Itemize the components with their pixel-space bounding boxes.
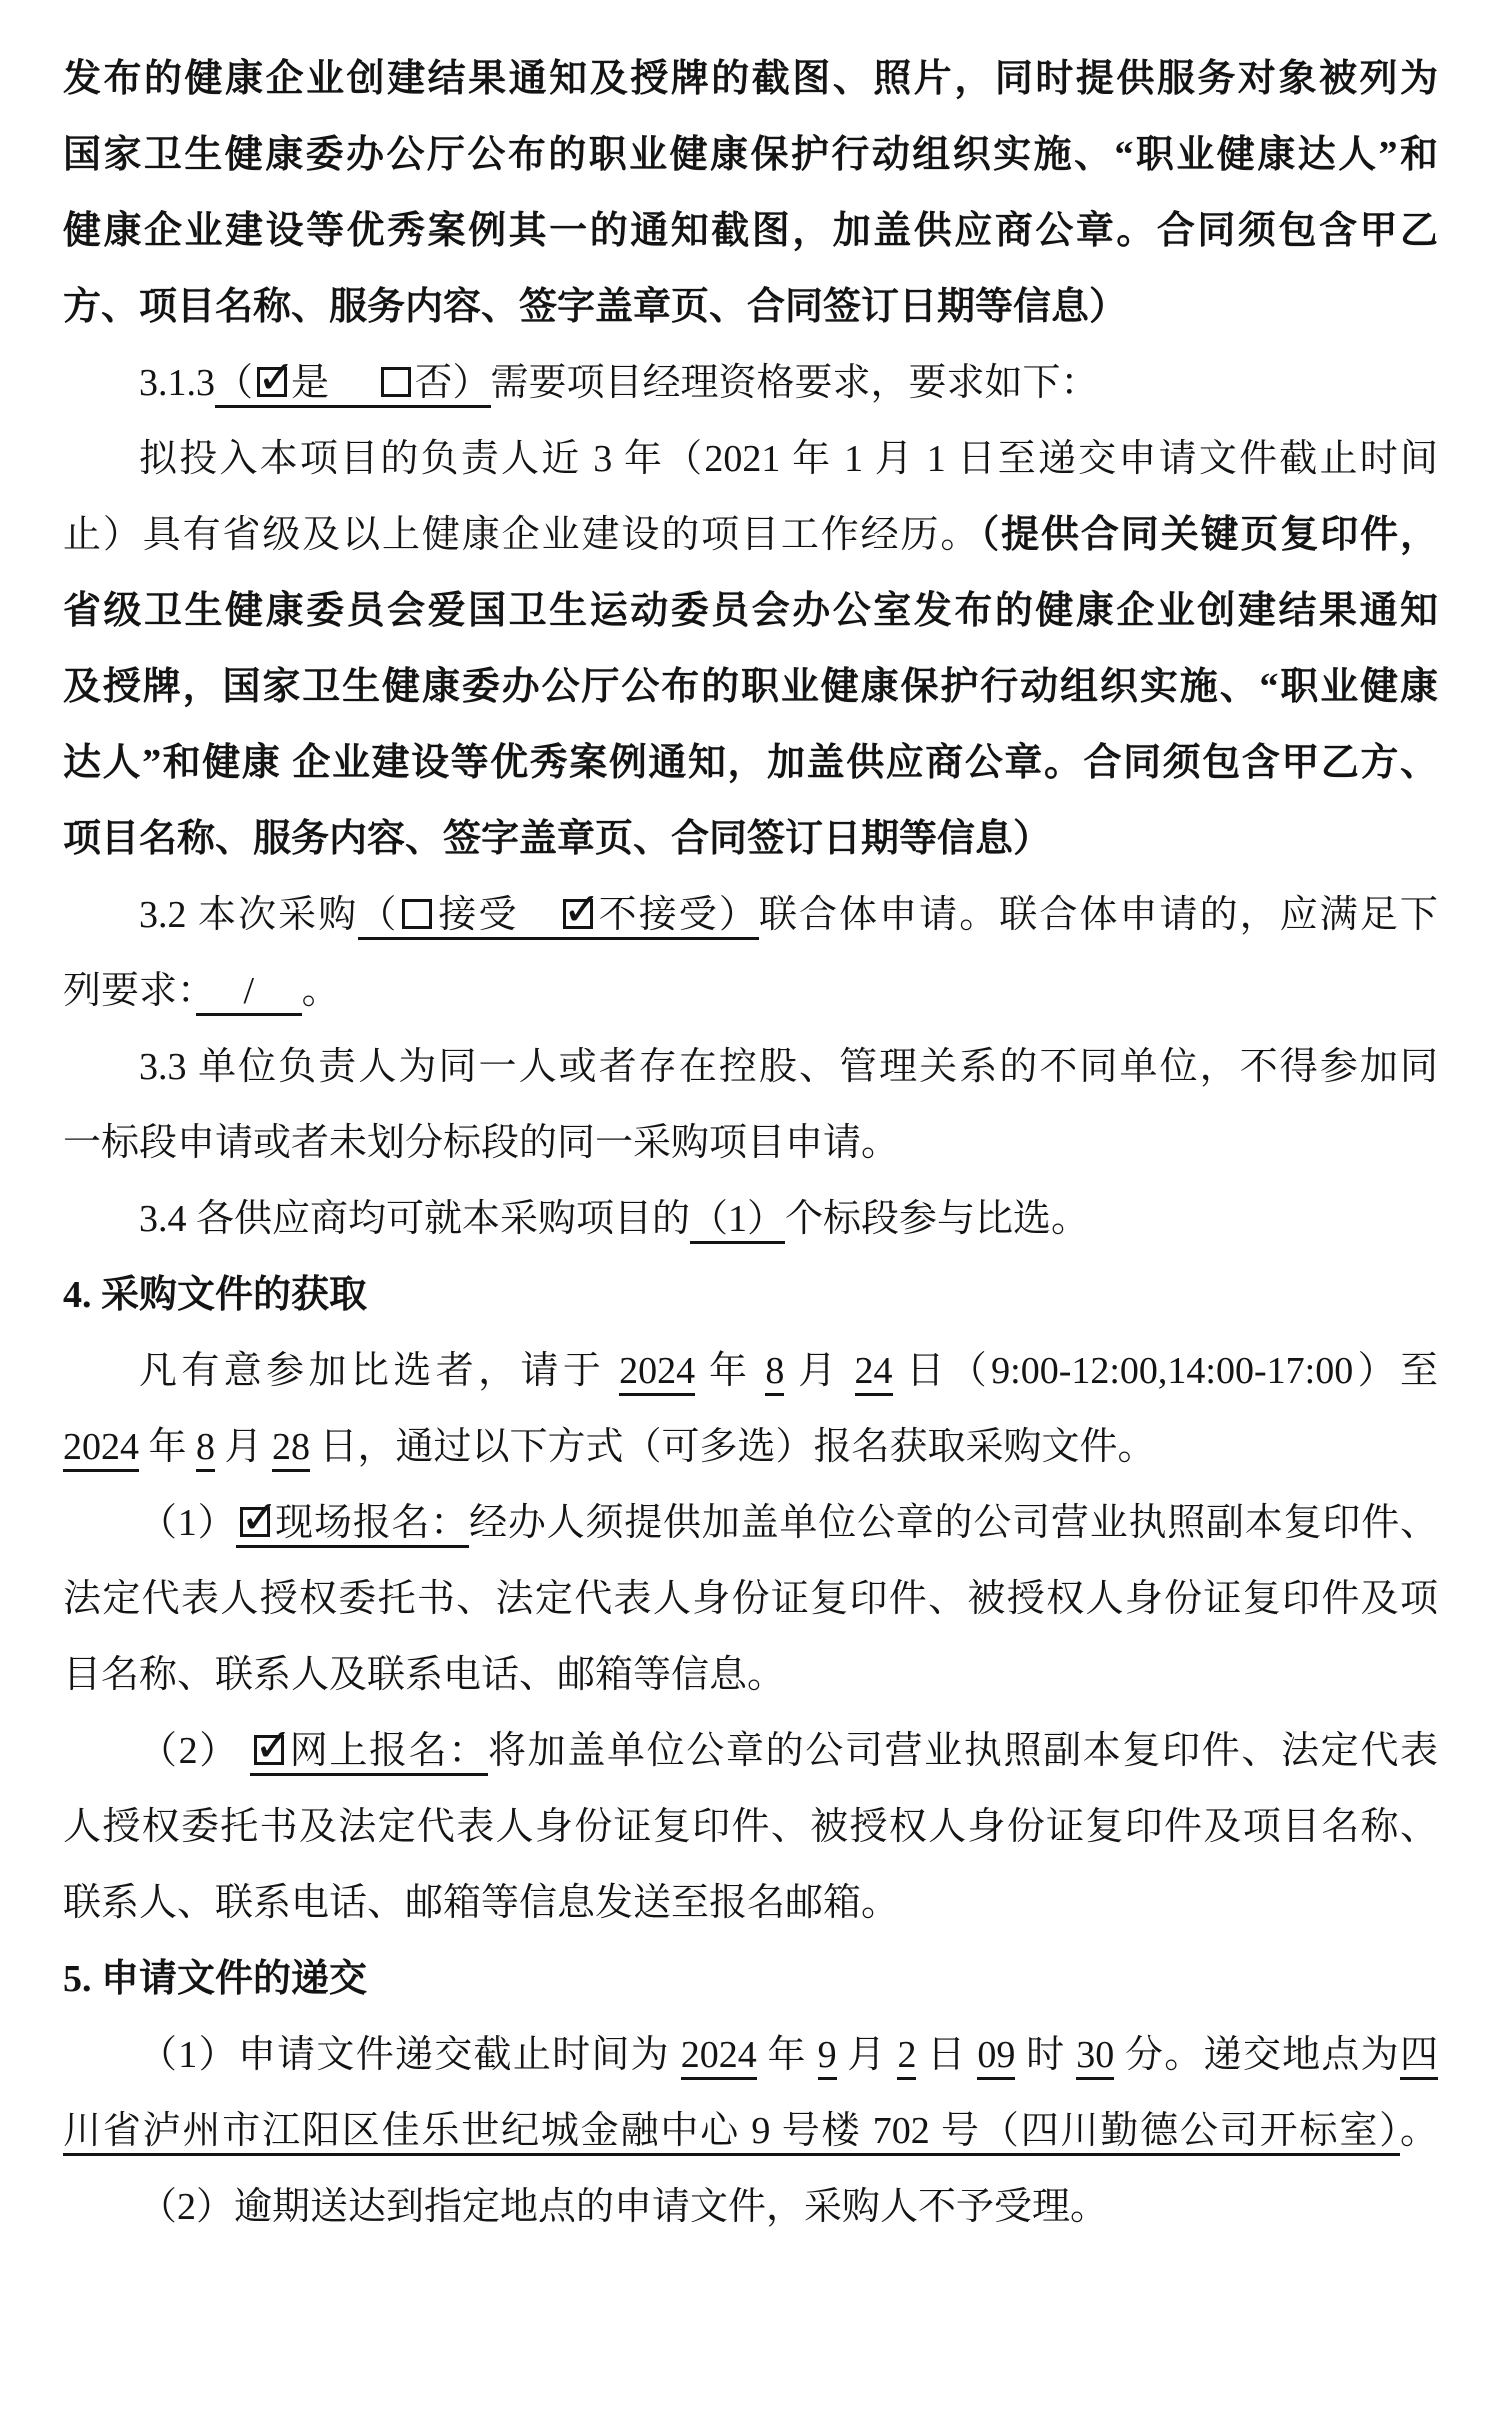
text-run: 国家卫生健康委办公厅公布的职业健康保护行动组织实施、“职业健康达人”和 bbox=[63, 134, 1438, 176]
text-run: 24 bbox=[855, 1350, 893, 1396]
text-run: 不接受） bbox=[596, 894, 759, 936]
text-line bbox=[63, 1029, 1438, 1105]
text-run: 经办人须提供加盖单位公章的公司营业执照副本复印件、 bbox=[469, 1502, 1438, 1544]
text-run: 网上报名： bbox=[288, 1730, 489, 1772]
text-run: 需要项目经理资格要求，要求如下： bbox=[490, 362, 1099, 404]
text-run: 30 bbox=[1076, 2034, 1114, 2080]
text-run: 川省泸州市江阳区佳乐世纪城金融中心 9 号楼 702 号（四川勤德公司开标室） bbox=[63, 2110, 1400, 2156]
text-line bbox=[63, 877, 1438, 953]
text-run: 9 bbox=[818, 2034, 837, 2080]
unchecked-checkbox-icon bbox=[381, 367, 411, 397]
unchecked-checkbox-icon bbox=[402, 899, 432, 929]
text-run: 日 bbox=[916, 2034, 978, 2076]
text-run: 目名称、联系人及联系电话、邮箱等信息。 bbox=[63, 1654, 786, 1696]
text-line bbox=[63, 1181, 1438, 1257]
text-line bbox=[63, 1333, 1438, 1409]
text-run: 年 bbox=[756, 2034, 818, 2076]
text-run: 3.3 单位负责人为同一人或者存在控股、管理关系的不同单位，不得参加同 bbox=[139, 1046, 1438, 1088]
text-run: 项目名称、服务内容、签字盖章页、合同签订日期等信息） bbox=[63, 818, 1052, 860]
text-line bbox=[63, 649, 1438, 725]
text-run: 拟投入本项目的负责人近 3 年（2021 年 1 月 1 日至递交申请文件截止时间 bbox=[139, 438, 1438, 480]
text-run: 四 bbox=[1400, 2034, 1438, 2080]
text-run: （1） bbox=[139, 1502, 237, 1544]
text-run: 。 bbox=[1399, 2110, 1438, 2152]
section-heading bbox=[63, 1257, 1438, 1333]
text-run: 凡有意参加比选者，请于 bbox=[139, 1350, 620, 1392]
text-run: 月 bbox=[836, 2034, 898, 2076]
text-run bbox=[250, 1730, 488, 1776]
text-run bbox=[215, 362, 491, 408]
text-run: 8 bbox=[196, 1426, 215, 1472]
checked-checkbox-icon bbox=[257, 367, 287, 397]
text-line bbox=[63, 2093, 1438, 2169]
text-line bbox=[63, 421, 1438, 497]
text-line bbox=[63, 1865, 1438, 1941]
text-run: 人授权委托书及法定代表人身份证复印件、被授权人身份证复印件及项目名称、 bbox=[63, 1806, 1438, 1848]
text-line bbox=[63, 953, 1438, 1029]
text-line bbox=[63, 1105, 1438, 1181]
text-run: （ bbox=[215, 362, 254, 404]
text-line bbox=[63, 117, 1438, 193]
checked-checkbox-icon bbox=[563, 899, 593, 929]
text-run: （ bbox=[358, 894, 399, 936]
text-run: 健康企业建设等优秀案例其一的通知截图，加盖供应商公章。合同须包含甲乙 bbox=[63, 210, 1438, 252]
text-run: 是 bbox=[291, 362, 377, 404]
text-run: （1）申请文件递交截止时间为 bbox=[139, 2034, 681, 2076]
text-run: 4. 采购文件的获取 bbox=[63, 1274, 368, 1316]
text-run: 联系人、联系电话、邮箱等信息发送至报名邮箱。 bbox=[63, 1882, 900, 1924]
text-run: 3.1.3 bbox=[139, 362, 215, 404]
text-run bbox=[358, 894, 759, 940]
checked-checkbox-icon bbox=[240, 1507, 270, 1537]
text-run: 联合体申请。联合体申请的，应满足下 bbox=[758, 894, 1438, 936]
text-run: / bbox=[196, 970, 302, 1016]
text-run: 日，通过以下方式（可多选）报名获取采购文件。 bbox=[310, 1426, 1156, 1468]
text-run: 止）具有省级及以上健康企业建设的项目工作经历。 bbox=[63, 514, 981, 556]
text-run: 2024 bbox=[63, 1426, 139, 1472]
text-run: 09 bbox=[977, 2034, 1015, 2080]
text-line bbox=[63, 1637, 1438, 1713]
text-run: 接受 bbox=[436, 894, 559, 936]
text-run: （提供合同关键页复印件， bbox=[980, 514, 1438, 556]
text-run: （1） bbox=[690, 1198, 785, 1244]
text-run bbox=[236, 1502, 469, 1548]
text-run: 将加盖单位公章的公司营业执照副本复印件、法定代表 bbox=[488, 1730, 1438, 1772]
text-run: 时 bbox=[1015, 2034, 1077, 2076]
text-run: 3.2 本次采购 bbox=[139, 894, 359, 936]
text-line bbox=[63, 345, 1438, 421]
text-run: 3.4 各供应商均可就本采购项目的 bbox=[139, 1198, 691, 1240]
text-line bbox=[63, 1409, 1438, 1485]
text-run: 省级卫生健康委员会爱国卫生运动委员会办公室发布的健康企业创建结果通知 bbox=[63, 590, 1438, 632]
checked-checkbox-icon bbox=[254, 1735, 284, 1765]
text-run: 一标段申请或者未划分标段的同一采购项目申请。 bbox=[63, 1122, 900, 1164]
text-line bbox=[63, 1789, 1438, 1865]
text-run: 日（9:00-12:00,14:00-17:00）至 bbox=[892, 1350, 1438, 1392]
text-line bbox=[63, 725, 1438, 801]
text-run: 年 bbox=[139, 1426, 197, 1468]
text-run: 方、项目名称、服务内容、签字盖章页、合同签订日期等信息） bbox=[63, 286, 1128, 328]
text-line bbox=[63, 1561, 1438, 1637]
text-run: （2） bbox=[139, 1730, 251, 1772]
text-line bbox=[63, 41, 1438, 117]
text-run: 5. 申请文件的递交 bbox=[63, 1958, 368, 2000]
text-run: 2024 bbox=[619, 1350, 695, 1396]
text-run: 达人”和健康 企业建设等优秀案例通知，加盖供应商公章。合同须包含甲乙方、 bbox=[63, 742, 1438, 784]
text-run: 月 bbox=[215, 1426, 273, 1468]
text-run: 年 bbox=[695, 1350, 766, 1392]
text-line bbox=[63, 497, 1438, 573]
text-run: 8 bbox=[765, 1350, 784, 1396]
text-run: 个标段参与比选。 bbox=[785, 1198, 1090, 1240]
text-run: 及授牌，国家卫生健康委办公厅公布的职业健康保护行动组织实施、“职业健康 bbox=[63, 666, 1438, 708]
text-line bbox=[63, 573, 1438, 649]
text-run: 。 bbox=[301, 970, 340, 1012]
text-run: 列要求： bbox=[63, 970, 197, 1012]
text-run: 否） bbox=[414, 362, 491, 404]
text-run: 发布的健康企业创建结果通知及授牌的截图、照片，同时提供服务对象被列为 bbox=[63, 58, 1438, 100]
text-run: 2024 bbox=[681, 2034, 757, 2080]
text-run: （2）逾期送达到指定地点的申请文件，采购人不予受理。 bbox=[139, 2186, 1109, 2228]
text-run: 现场报名： bbox=[274, 1502, 470, 1544]
text-line bbox=[63, 1485, 1438, 1561]
text-line bbox=[63, 269, 1438, 345]
text-line bbox=[63, 193, 1438, 269]
text-run: 28 bbox=[272, 1426, 310, 1472]
text-line bbox=[63, 801, 1438, 877]
section-heading bbox=[63, 1941, 1438, 2017]
text-line bbox=[63, 1713, 1438, 1789]
text-line bbox=[63, 2017, 1438, 2093]
text-run: 分。递交地点为 bbox=[1114, 2034, 1400, 2076]
text-run: 2 bbox=[897, 2034, 916, 2080]
text-run: 法定代表人授权委托书、法定代表人身份证复印件、被授权人身份证复印件及项 bbox=[63, 1578, 1438, 1620]
text-run: 月 bbox=[784, 1350, 855, 1392]
text-line bbox=[63, 2169, 1438, 2245]
